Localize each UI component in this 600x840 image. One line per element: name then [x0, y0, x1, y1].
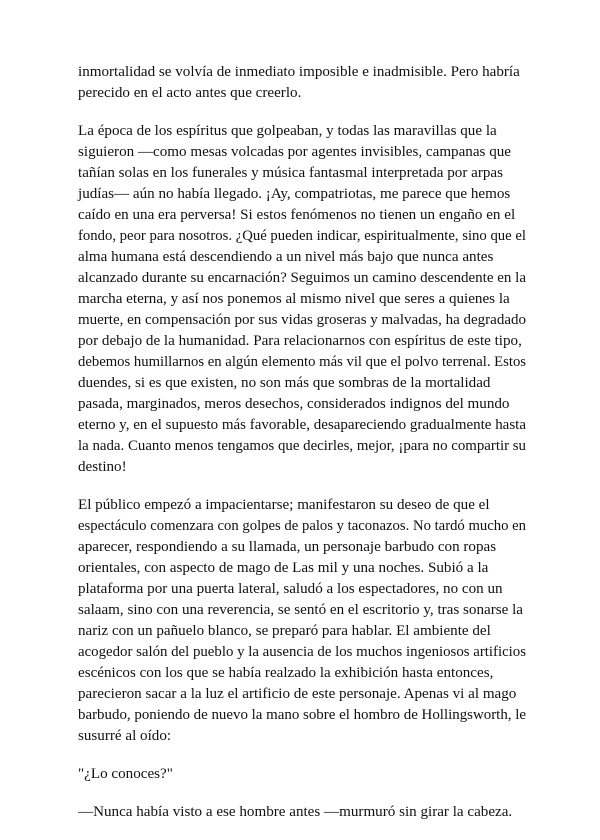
text-line: espectáculo comenzara con golpes de palos y taconazos. No tardó mucho en	[78, 518, 526, 534]
text-line: aparecer, respondiendo a su llamada, un personaje barbudo con ropas	[78, 539, 497, 555]
text-line: La época de los espíritus que golpeaban, y todas las maravillas que la	[78, 123, 497, 139]
text-line: "¿Lo conoces?"	[78, 766, 173, 782]
paragraph	[78, 62, 526, 104]
text-line: acogedor salón del pueblo y la ausencia de los muchos ingeniosos artificios	[78, 644, 526, 660]
text-line: barbudo, poniendo de nuevo la mano sobre el hombro de Hollingsworth, le	[78, 707, 527, 723]
text-line: alcanzado durante su encarnación? Seguimos un camino descendente en la	[78, 270, 527, 286]
text-line: pasada, marginados, meros desechos, considerados indignos del mundo	[78, 396, 510, 412]
paragraph	[78, 121, 526, 478]
text-line: debemos humillarnos en algún elemento más vil que el polvo terrenal. Estos	[78, 354, 527, 370]
text-line: judías— aún no había llegado. ¡Ay, compatriotas, me parece que hemos	[78, 186, 511, 202]
text-line: tañían solas en los funerales y música fantasmal interpretada por arpas	[78, 165, 503, 181]
text-line: eterno y, en el supuesto más favorable, desapareciendo gradualmente hasta	[78, 417, 526, 433]
text-line: escénicos con los que se había realzado la exhibición hasta entonces,	[78, 665, 494, 681]
text-line: salaam, sino con una reverencia, se sentó en el escritorio y, tras sonarse la	[78, 602, 523, 618]
text-line: muerte, en compensación por sus vidas groseras y malvadas, ha degradado	[78, 312, 526, 328]
text-line: destino!	[78, 459, 127, 475]
text-line: orientales, con aspecto de mago de Las mil y una noches. Subió a la	[78, 560, 489, 576]
text-line: alma humana está descendiendo a un nivel más bajo que nunca antes	[78, 249, 494, 265]
text-line: marcha eterna, y así nos ponemos al mismo nivel que seres a quienes la	[78, 291, 510, 307]
paragraph	[78, 495, 526, 747]
text-line: —Nunca había visto a ese hombre antes —murmuró sin girar la cabeza.	[78, 804, 513, 820]
paragraph-quote	[78, 764, 526, 785]
text-line: perecido en el acto antes que creerlo.	[78, 85, 302, 101]
text-line: duendes, si es que existen, no son más que sombras de la mortalidad	[78, 375, 491, 391]
text-line: susurré al oído:	[78, 728, 172, 744]
document-page	[78, 62, 526, 840]
text-line: fondo, peor para nosotros. ¿Qué pueden indicar, espiritualmente, sino que el	[78, 228, 526, 244]
text-line: plataforma por una puerta lateral, saludó a los espectadores, no con un	[78, 581, 503, 597]
text-line: por debajo de la humanidad. Para relacionarnos con espíritus de este tipo,	[78, 333, 522, 349]
paragraph-dialogue	[78, 802, 526, 823]
text-line: la nada. Cuanto menos tengamos que decirles, mejor, ¡para no compartir su	[78, 438, 527, 454]
text-line: El público empezó a impacientarse; manifestaron su deseo de que el	[78, 497, 490, 513]
text-line: nariz con un pañuelo blanco, se preparó para hablar. El ambiente del	[78, 623, 491, 639]
text-line: siguieron —como mesas volcadas por agentes invisibles, campanas que	[78, 144, 511, 160]
text-line: parecieron sacar a la luz el artificio de este personaje. Apenas vi al mago	[78, 686, 517, 702]
text-line: inmortalidad se volvía de inmediato imposible e inadmisible. Pero habría	[78, 64, 520, 80]
text-line: caído en una era perversa! Si estos fenómenos no tienen un engaño en el	[78, 207, 516, 223]
